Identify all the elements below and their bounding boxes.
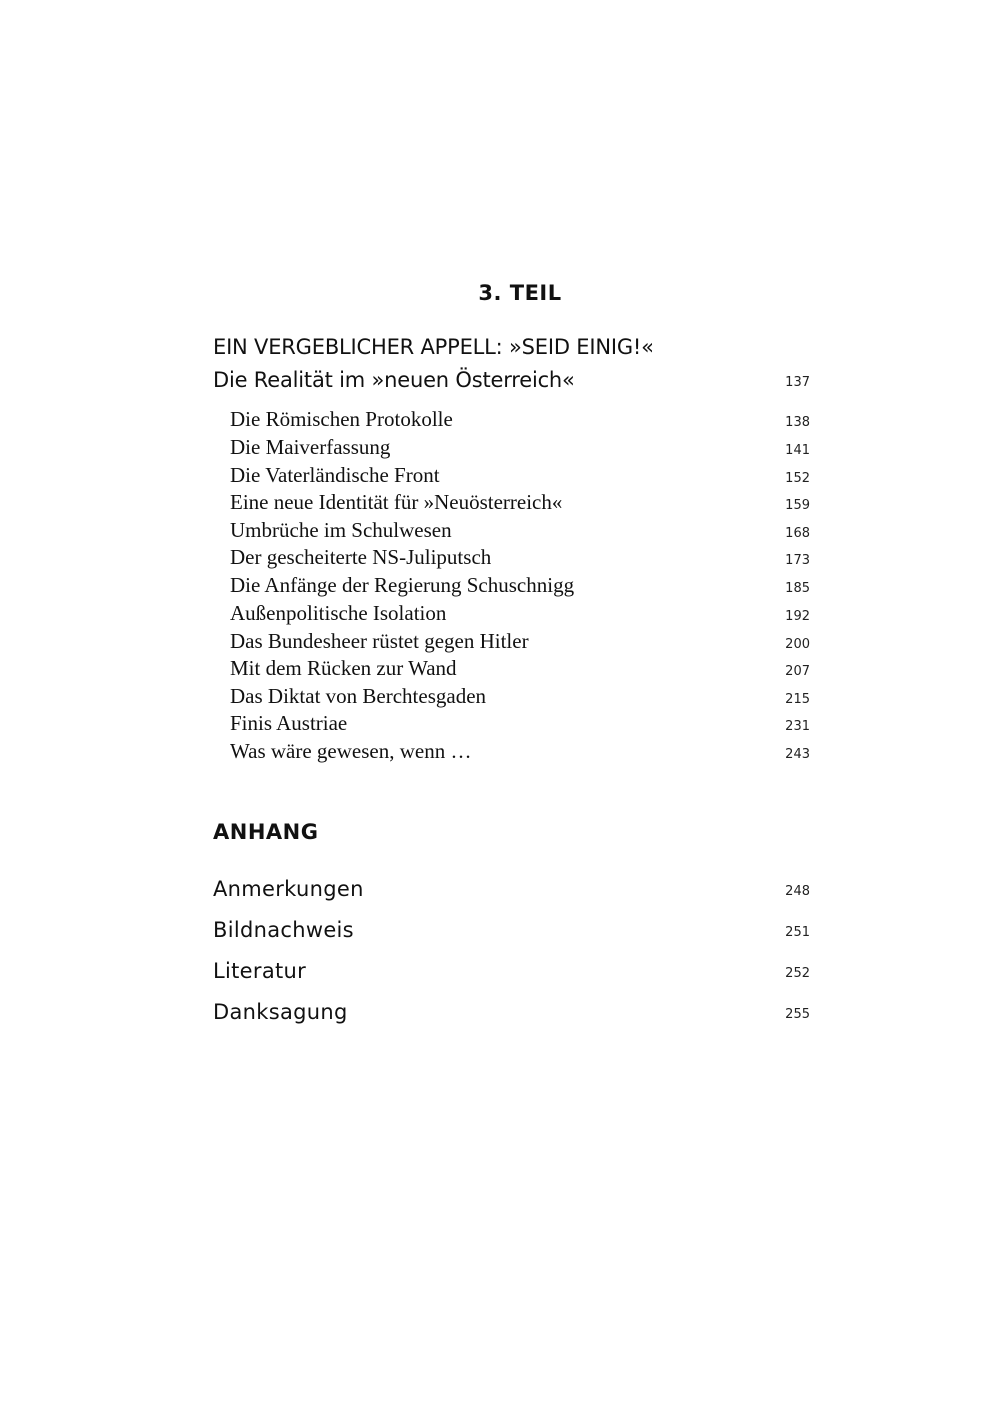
appendix-entry	[213, 953, 810, 983]
toc-entry-title: Die Anfänge der Regierung Schuschnigg	[230, 573, 575, 597]
appendix-entry-title: Literatur	[213, 959, 307, 983]
toc-entry-title: Finis Austriae	[230, 711, 348, 735]
appendix-entry-title: Danksagung	[213, 1000, 348, 1024]
appendix-entry	[213, 871, 810, 901]
appendix-entry	[213, 912, 810, 942]
page-number: 173	[785, 553, 810, 568]
toc-entry-title: Das Bundesheer rüstet gegen Hitler	[230, 629, 529, 653]
toc-entry-title: Der gescheiterte NS-Juliputsch	[230, 545, 492, 569]
toc-entry-title: Mit dem Rücken zur Wand	[230, 656, 457, 680]
page-number: 138	[785, 415, 810, 430]
appendix-heading: ANHANG	[213, 820, 319, 844]
appendix-entry-title: Anmerkungen	[213, 877, 364, 901]
toc-entry	[213, 458, 810, 488]
toc-entry	[213, 734, 810, 764]
page-number: 137	[785, 375, 810, 390]
toc-entry	[213, 706, 810, 736]
toc-entry	[213, 651, 810, 681]
page-number: 207	[785, 664, 810, 679]
page-number: 185	[785, 581, 810, 596]
toc-entry	[213, 430, 810, 460]
section-subtitle: Die Realität im »neuen Österreich«	[213, 368, 575, 392]
toc-entry-title: Umbrüche im Schulwesen	[230, 518, 452, 542]
section-heading: EIN VERGEBLICHER APPELL: »SEID EINIG!«	[213, 335, 654, 359]
toc-entry-title: Die Maiverfassung	[230, 435, 391, 459]
part-title: 3. TEIL	[478, 281, 562, 305]
toc-entry-title: Eine neue Identität für »Neuösterreich«	[230, 490, 563, 514]
toc-entry-title: Außenpolitische Isolation	[230, 601, 447, 625]
toc-entry	[213, 540, 810, 570]
page-number: 252	[785, 966, 810, 981]
toc-entry	[213, 402, 810, 432]
toc-entry-title: Was wäre gewesen, wenn …	[230, 739, 472, 763]
toc-entry	[213, 679, 810, 709]
toc-entry-title: Die Römischen Protokolle	[230, 407, 453, 431]
toc-entry-title: Das Diktat von Berchtesgaden	[230, 684, 487, 708]
toc-entry	[213, 596, 810, 626]
toc-entry	[213, 513, 810, 543]
page-number: 255	[785, 1007, 810, 1022]
page-number: 152	[785, 471, 810, 486]
section-subtitle-row	[213, 362, 810, 392]
page-number: 215	[785, 692, 810, 707]
page-number: 200	[785, 637, 810, 652]
page-number: 251	[785, 925, 810, 940]
toc-entry	[213, 568, 810, 598]
toc-entry	[213, 485, 810, 515]
toc-entry-title: Die Vaterländische Front	[230, 463, 440, 487]
page-number: 159	[785, 498, 810, 513]
appendix-entry	[213, 994, 810, 1024]
page-number: 141	[785, 443, 810, 458]
page-number: 192	[785, 609, 810, 624]
page-number: 168	[785, 526, 810, 541]
appendix-entry-title: Bildnachweis	[213, 918, 354, 942]
page-number: 248	[785, 884, 810, 899]
toc-entry	[213, 624, 810, 654]
page-number: 231	[785, 719, 810, 734]
page-number: 243	[785, 747, 810, 762]
